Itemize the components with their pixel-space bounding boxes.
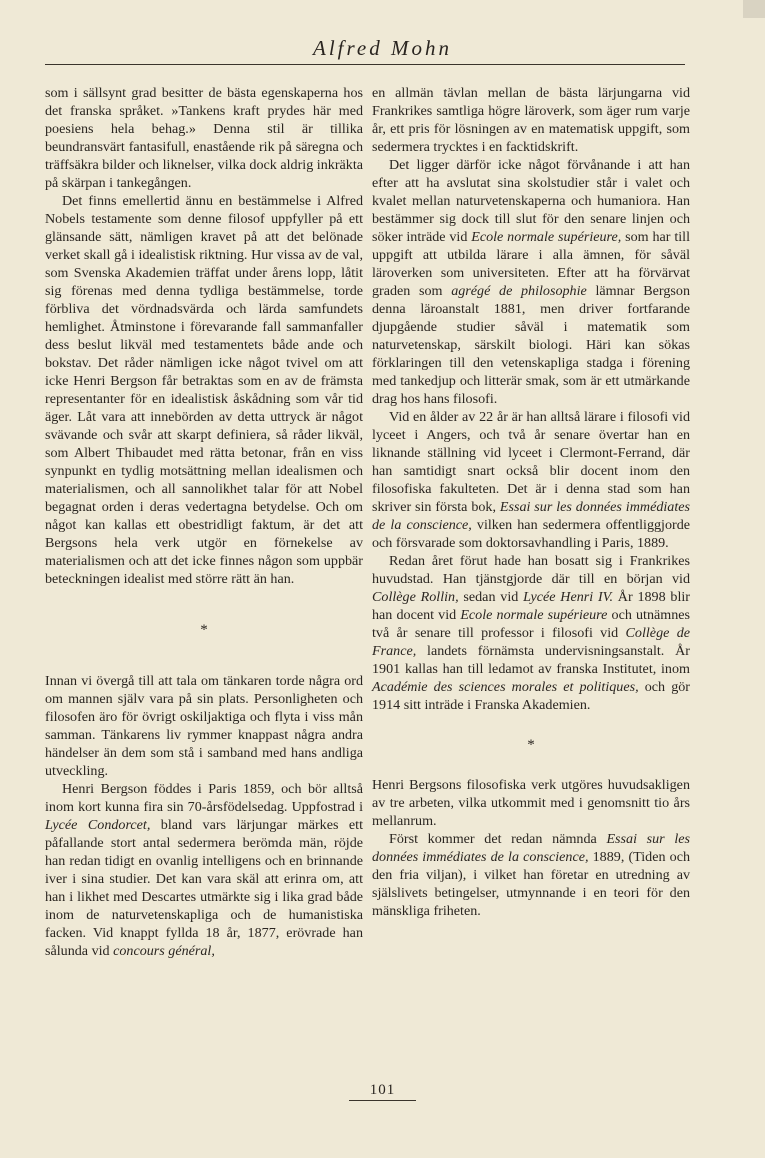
italic-term: agrégé de philosophie: [451, 283, 587, 299]
text-run: som har till uppgift att utbilda lärare i alla ämnen, för såväl läroverken som universiteten. Efter att ha förvärvat graden som: [372, 229, 690, 299]
paragraph: [372, 156, 690, 408]
italic-term: Collège de France,: [372, 625, 690, 659]
paragraph: [372, 408, 690, 552]
text-run: Först kommer det redan nämnda: [389, 831, 607, 847]
text-run: och gör 1914 sitt inträde i Franska Akademien.: [372, 679, 691, 713]
paragraph: [372, 830, 690, 920]
running-header-title: Alfred Mohn: [313, 36, 452, 60]
text-run: lämnar Bergson denna läroanstalt 1881, men driver fortfarande djupgående studier såväl i matematik som naturvetenskap, särskilt biologi. Häri kan sökas förklaringen till den vetenskapliga stadga i förening med tankedjup och litterär smak, som är ett utmärkande drag hos hans filosofi.: [372, 283, 690, 407]
text-run: vilken han sedermera offentliggjorde och försvarade som doktorsavhandling i Paris, 1889.: [372, 517, 691, 551]
italic-term: Essai sur les données immédiates de la conscience,: [372, 831, 690, 865]
italic-term: Académie des sciences morales et politiques,: [372, 679, 639, 695]
header-rule: [45, 64, 685, 65]
paragraph: som i sällsynt grad besitter de bästa egenskaperna hos det franska språket. »Tankens kraft prydes här med poesiens hela behag.» Denna stil är tillika beundransvärt fantasifull, enastående rik på säregna och träffsäkra bilder och liknelser, vilka dock aldrig inkräkta på skärpan i tankegången.: [45, 85, 363, 191]
spacer: [45, 588, 363, 621]
text-run: Henri Bergson föddes i Paris 1859, och bör alltså inom kort kunna fira sin 70-årsfödelsedag. Uppfostrad i: [45, 781, 363, 815]
right-column: [372, 84, 690, 920]
text-run: och utnämnes två år senare till professor i filosofi vid: [372, 607, 691, 641]
italic-term: Ecole normale supérieure,: [471, 229, 622, 245]
paragraph: [372, 552, 690, 714]
paragraph: Det finns emellertid ännu en bestämmelse i Alfred Nobels testamente som denne filosof uppfyller på ett glänsande sätt, nämligen kravet på att det belönade verket skall gå i idealistisk riktning. Hur vissa av de val, som Svenska Akademien träffat under årens lopp, låtit sig förenas med denna tydliga bestämmelse, torde förbliva det vördnadsvärda och lärda samfundets hemlighet. Åtminstone i förevarande fall sammanfaller dess beslut likväl med testamentets både ande och bokstav. Det råder nämligen icke något tvivel om att icke Henri Bergson får betraktas som en av de främsta representanter för en idealistisk åskådning som vår tid äger. Låt vara att innebörden av detta uttryck är något svävande och svår att skarpt definiera, så råder likväl, som Albert Thibaudet med rätta betonar, från en viss synpunkt en tydlig motsättning mellan idealismen och materialismen, och all sannolikhet talar för att Nobel begagnat orden i deras vedertagna betydelse. Och om något kan kallas ett obestridligt faktum, är det att Bergsons hela verk utgör en förnekelse av materialismen och att det icke finnes någon som uppbär beteckningen idealist med större rätt än han.: [45, 193, 363, 587]
italic-term: Ecole normale supérieure: [460, 607, 608, 623]
page-number: 101: [369, 1082, 396, 1098]
paragraph: Innan vi övergå till att tala om tänkaren torde några ord om mannen själv vara på sin plats. Personligheten och filosofen äro för övrigt oskiljaktiga och flyta i viss mån samman. Tänkarens liv rymmer knappast några andra händelser än dem som stå i samband med hans andliga utveckling.: [45, 673, 363, 779]
left-column: [45, 84, 363, 960]
text-run: 1889, (Tiden och den fria viljan), i vilket han företar en utredning av själslivets betingelser, utmynnande i en teori för den mänskliga friheten.: [372, 849, 691, 919]
section-separator: *: [527, 737, 535, 753]
footer-rule: [349, 1100, 416, 1101]
spacer: [372, 754, 690, 776]
italic-term: Essai sur les données immédiates de la conscience,: [372, 499, 690, 533]
italic-term: concours général,: [113, 943, 215, 959]
paragraph: [45, 780, 363, 960]
paragraph: Henri Bergsons filosofiska verk utgöres huvudsakligen av tre arbeten, vilka utkommit med i genomsnitt tio års mellanrum.: [372, 777, 690, 829]
spacer: [372, 714, 690, 736]
italic-term: Lycée Condorcet,: [45, 817, 151, 833]
page-corner: [743, 0, 765, 18]
text-run: Det ligger därför icke något förvånande i att han efter att ha avslutat sina skolstudier står i valet och kvalet mellan naturvetenskaperna och humaniora. Han bestämmer sig dock till slut för den senare linjen och söker inträde vid: [372, 157, 690, 245]
italic-term: Lycée Henri IV.: [523, 589, 613, 605]
text-run: År 1898 blir han docent vid: [372, 589, 690, 623]
text-run: bland vars lärjungar märkes ett påfallande stort antal sedermera berömda män, röjde han redan tidigt en ovanlig intelligens och en brinnande iver i sina studier. Det kan vara skäl att erinra om, att han i likhet med Descartes utmärkte sig i lika grad både inom de naturvetenskapliga och de humanistiska facken. Vid knappt fyllda 18 år, 1877, erövrade han sålunda vid: [45, 817, 363, 959]
italic-term: Collège Rollin,: [372, 589, 459, 605]
paragraph: en allmän tävlan mellan de bästa lärjungarna vid Frankrikes samtliga högre läroverk, som äger rum varje år, ett pris för lösningen av en matematisk uppgift, som sedermera trycktes i en facktidskrift.: [372, 85, 690, 155]
text-run: landets förnämsta undervisningsanstalt. År 1901 kallas han till ledamot av franska Institutet, inom: [372, 643, 690, 677]
spacer: [45, 639, 363, 672]
text-run: Vid en ålder av 22 år är han alltså lärare i filosofi vid lyceet i Angers, och två år senare övertar han en liknande ställning vid lyceet i Clermont-Ferrand, där han samtidigt snart också blir docent inom den filosofiska fakulteten. Det är i denna stad som han skriver sin första bok,: [372, 409, 690, 515]
section-separator: *: [200, 622, 208, 638]
text-run: Redan året förut hade han bosatt sig i Frankrikes huvudstad. Han tjänstgjorde där till en början vid: [372, 553, 690, 587]
text-run: sedan vid: [458, 589, 524, 605]
